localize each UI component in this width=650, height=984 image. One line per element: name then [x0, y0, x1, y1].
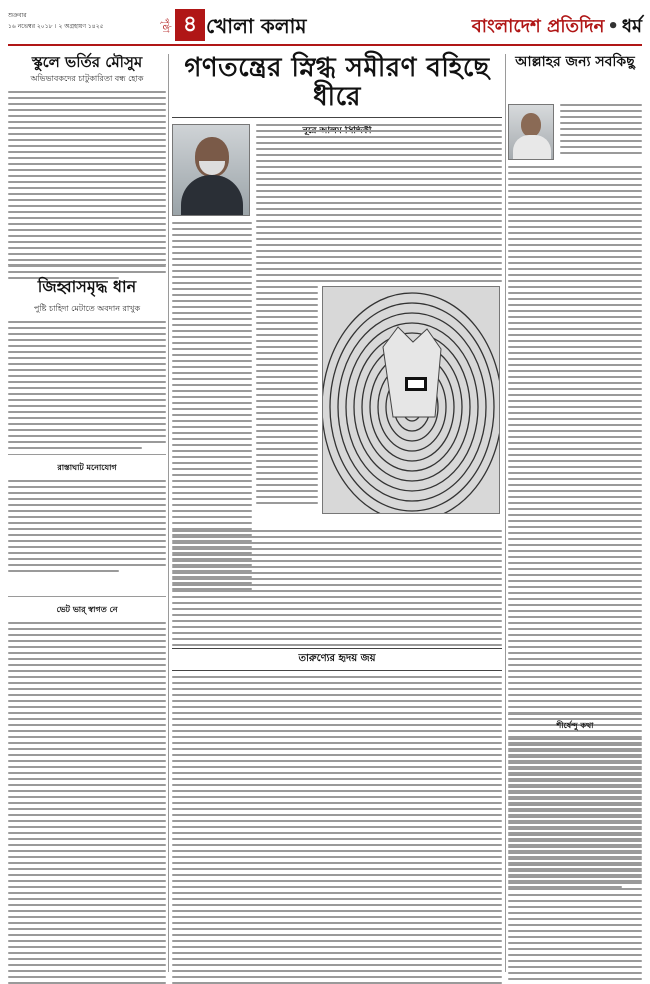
page-badge: [158, 8, 205, 42]
religion-body-top: [560, 104, 642, 158]
editorial-subhead-2: পুষ্টি চাহিদা মেটাতে অবদান রাখুক: [33, 304, 141, 313]
article-body-bottom: [172, 530, 502, 650]
weekday: শুক্রবার: [8, 12, 27, 19]
article-body-center: [256, 286, 318, 508]
issue-date: [8, 10, 104, 32]
main-headline: গণতন্ত্রের স্নিগ্ধ সমীরণ বহিছে ধীরে: [172, 54, 502, 118]
editorial-headline: স্কুলে ভর্তির মৌসুম: [31, 53, 143, 71]
editorial-headline-2: জিহ্বাসমৃদ্ধ ধান: [37, 277, 137, 296]
divider: [8, 264, 166, 265]
religion-headline: আল্লাহর জন্য সবকিছু: [515, 54, 635, 70]
divider: [8, 454, 166, 455]
editorial-subhead: অভিভাবকদের চাটুকারিতা বন্ধ হোক: [30, 74, 144, 84]
article-body-top: [256, 124, 502, 286]
page-label: পৃষ্ঠা: [160, 17, 170, 33]
column-headline-4: ভেট ভার্ স্বাগত নে: [56, 605, 118, 614]
column-body-4: [8, 622, 166, 984]
editorial-body-2: [8, 321, 166, 449]
right-column: [508, 54, 642, 972]
fingerprint-illustration: [322, 286, 500, 514]
fingerprint-art-svg: [323, 287, 500, 514]
masthead: [472, 12, 642, 43]
author-photo: [172, 124, 250, 216]
divider: [8, 596, 166, 597]
hand-shape: [383, 327, 441, 417]
page-header: [8, 6, 642, 46]
divider: [508, 714, 642, 715]
article-body-lower: [172, 676, 502, 984]
page-number: ৪: [175, 9, 205, 41]
date-line: ১৬ নভেম্বর ২০১৮ । ২ অগ্রহায়ণ ১৪২৫: [8, 23, 104, 30]
section-title: খোলা কলাম: [206, 14, 307, 38]
left-column: [8, 54, 166, 972]
column-divider: [168, 54, 169, 972]
main-column: [172, 54, 502, 972]
editorial-body: [8, 91, 166, 279]
section-subhead: তারুণ্যের হৃদয় জয়: [172, 648, 502, 671]
column-body-right: [508, 738, 642, 984]
column-headline-3: রাস্তাঘাট মনোযোগ: [57, 463, 117, 472]
author-photo-right: [508, 104, 554, 160]
masthead-separator: •: [607, 16, 619, 37]
column-divider: [505, 54, 506, 972]
column-headline-right: শীর্ষেন্দু কথা: [556, 721, 594, 730]
category-label: ধর্ম: [621, 16, 642, 37]
column-body-3: [8, 480, 166, 572]
newspaper-name: বাংলাদেশ প্রতিদিন: [471, 16, 605, 37]
